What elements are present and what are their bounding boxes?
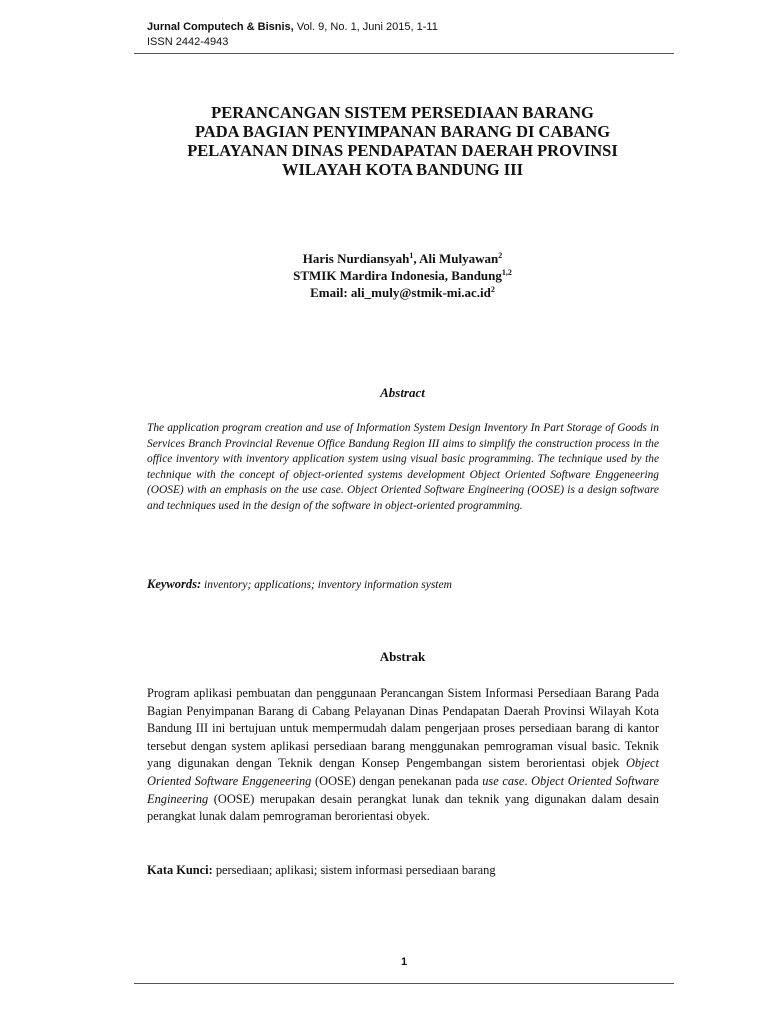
keywords-label: Keywords:: [147, 577, 202, 591]
author-block: [130, 250, 675, 301]
abstract-heading: Abstract: [380, 385, 425, 400]
abstract-body: The application program creation and use of Information System Design Inventory In Part Storage of Goods in Services Branch Provincial Revenue Office Bandung Region III aims to simplify the construction process in the office inventory with inventory application system using visual basic programming. The technique used by the technique with the concept of object-oriented systems development Object Oriented Software Enggeneering (OOSE) with an emphasis on the use case. Object Oriented Software Engineering (OOSE) is a design software and techniques used in the design of the software in object-oriented programming.: [147, 422, 659, 512]
abstrak-text-1: Program aplikasi pembuatan dan penggunaan Perancangan Sistem Informasi Persediaan Barang Pada Bagian Penyimpanan Barang di Cabang Pelayanan Dinas Pendapatan Daerah Provinsi Wilayah Kota Bandung III ini bertujuan untuk mempermudah dalam pengerjaan proses persediaan barang di kantor tersebut dengan system aplikasi persediaan barang menggunakan pemrograman visual basic. Teknik yang digunakan dengan Teknik dengan Konsep Pengembangan sistem berorientasi objek: [147, 686, 659, 771]
affiliation: [130, 267, 675, 284]
abstrak-text-4: (OOSE) merupakan desain perangkat lunak dan teknik yang digunakan dalam desain perangkat lunak dalam pemrograman berorientasi obyek.: [147, 791, 659, 824]
title-line-4: WILAYAH KOTA BANDUNG III: [282, 160, 523, 179]
author-2: Ali Mulyawan: [419, 251, 499, 266]
kata-kunci-text: persediaan; aplikasi; sistem informasi persediaan barang: [212, 863, 496, 877]
kata-kunci-label: Kata Kunci:: [147, 863, 213, 877]
title-line-2: PADA BAGIAN PENYIMPANAN BARANG DI CABANG: [194, 122, 611, 141]
abstrak-italic-3: Object Oriented Software Engineering: [147, 773, 659, 806]
keywords: [147, 577, 659, 593]
kata-kunci: [147, 862, 659, 879]
keywords-text: inventory; applications; inventory information system: [201, 579, 452, 591]
header-divider: [134, 53, 674, 54]
journal-header: [147, 20, 667, 50]
affiliation-superscript: 1,2: [501, 268, 512, 277]
author-1-superscript: 1: [409, 251, 414, 260]
journal-volume-info: Vol. 9, No. 1, Juni 2015, 1-11: [293, 21, 438, 33]
title-line-3: PELAYANAN DINAS PENDAPATAN DAERAH PROVINSI: [187, 141, 618, 160]
email-text: Email: ali_muly@stmik-mi.ac.id: [310, 285, 491, 300]
abstrak-heading: Abstrak: [379, 649, 426, 664]
email-superscript: 2: [490, 285, 495, 294]
abstrak-italic-1: Object Oriented Software Enggeneering: [147, 756, 659, 788]
author-1: Haris Nurdiansyah: [302, 251, 410, 266]
paper-title: [130, 103, 675, 179]
footer-divider: [134, 983, 674, 984]
abstrak-italic-2: use case: [482, 773, 525, 788]
page-number: 1: [400, 956, 408, 968]
affiliation-text: STMIK Mardira Indonesia, Bandung: [293, 268, 502, 283]
abstrak-text-2: (OOSE) dengan penekanan pada: [311, 773, 483, 788]
author-email: [130, 284, 675, 301]
author-names: [130, 250, 675, 267]
abstrak-text-3: .: [524, 773, 532, 788]
abstrak-body: [147, 685, 659, 826]
journal-issn: ISSN 2442-4943: [147, 36, 229, 48]
journal-citation: [147, 20, 667, 35]
author-2-superscript: 2: [498, 251, 503, 260]
author-separator: ,: [413, 251, 420, 266]
title-line-1: PERANCANGAN SISTEM PERSEDIAAN BARANG: [211, 103, 594, 122]
journal-name: Jurnal Computech & Bisnis,: [147, 21, 294, 33]
